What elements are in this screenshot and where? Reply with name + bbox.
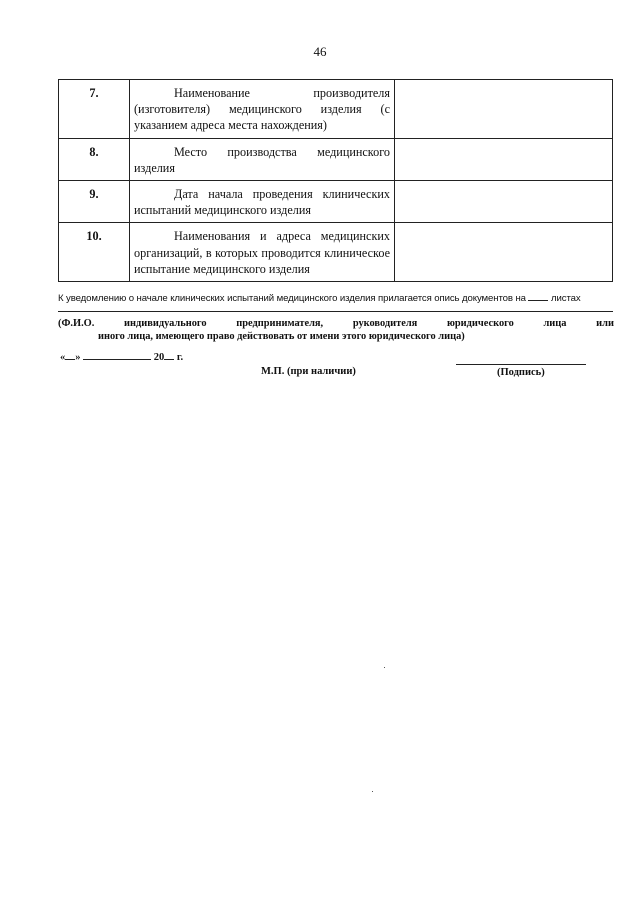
row-value-field[interactable] (395, 181, 613, 223)
caption-word: юридического (446, 318, 514, 329)
row-description-text: Наименование производителя (изготовителя) медицинского изделия (с указанием адреса места нахождения) (134, 86, 390, 133)
signer-name-line[interactable] (58, 311, 613, 312)
row-description-text: Наименования и адреса медицинских организаций, в которых проводится клиническое испытание медицинского изделия (134, 229, 390, 276)
caption-word: руководителя (352, 318, 418, 329)
sheet-count-blank[interactable] (528, 292, 548, 301)
row-description-text: Место производства медицинского изделия (134, 144, 390, 175)
year-blank[interactable] (164, 359, 174, 360)
page-number: 46 (313, 44, 327, 59)
signature-label: (Подпись) (497, 367, 545, 378)
attachment-note-suffix: листах (551, 293, 581, 304)
scan-speck (372, 791, 373, 792)
row-number: 8. (59, 138, 130, 180)
scan-speck (384, 667, 385, 668)
row-description (130, 181, 395, 223)
row-number: 9. (59, 181, 130, 223)
signer-caption-line1 (58, 317, 614, 330)
date-field (60, 352, 183, 363)
date-close-quote: » (75, 352, 81, 363)
signer-caption-line2: иного лица, имеющего право действовать от имени этого юридического лица) (98, 331, 465, 342)
row-value-field[interactable] (395, 138, 613, 180)
caption-word: или (596, 318, 614, 329)
row-description-text: Дата начала проведения клинических испытаний медицинского изделия (134, 187, 390, 218)
row-value-field[interactable] (395, 223, 613, 282)
row-description (130, 80, 395, 139)
day-blank[interactable] (65, 359, 75, 360)
attachment-note (58, 292, 614, 304)
row-number: 10. (59, 223, 130, 282)
signer-caption (58, 317, 614, 343)
row-value-field[interactable] (395, 80, 613, 139)
caption-word: лица (543, 318, 567, 329)
month-blank[interactable] (83, 359, 151, 360)
year-prefix: 20 (153, 352, 165, 363)
attachment-note-text: К уведомлению о начале клинических испытаний медицинского изделия прилагается опись документов на (58, 293, 526, 304)
caption-word: (Ф.И.О. (58, 318, 95, 329)
table-row (59, 138, 613, 180)
row-number: 7. (59, 80, 130, 139)
year-suffix: г. (176, 352, 184, 363)
table-row (59, 80, 613, 139)
stamp-label: М.П. (при наличии) (261, 366, 356, 377)
row-description (130, 223, 395, 282)
date-open-quote: « (60, 352, 66, 363)
caption-word: предпринимателя, (236, 318, 324, 329)
table-row (59, 181, 613, 223)
form-table (58, 79, 613, 282)
row-description (130, 138, 395, 180)
caption-word: индивидуального (124, 318, 207, 329)
signature-line[interactable] (456, 364, 586, 365)
table-row (59, 223, 613, 282)
